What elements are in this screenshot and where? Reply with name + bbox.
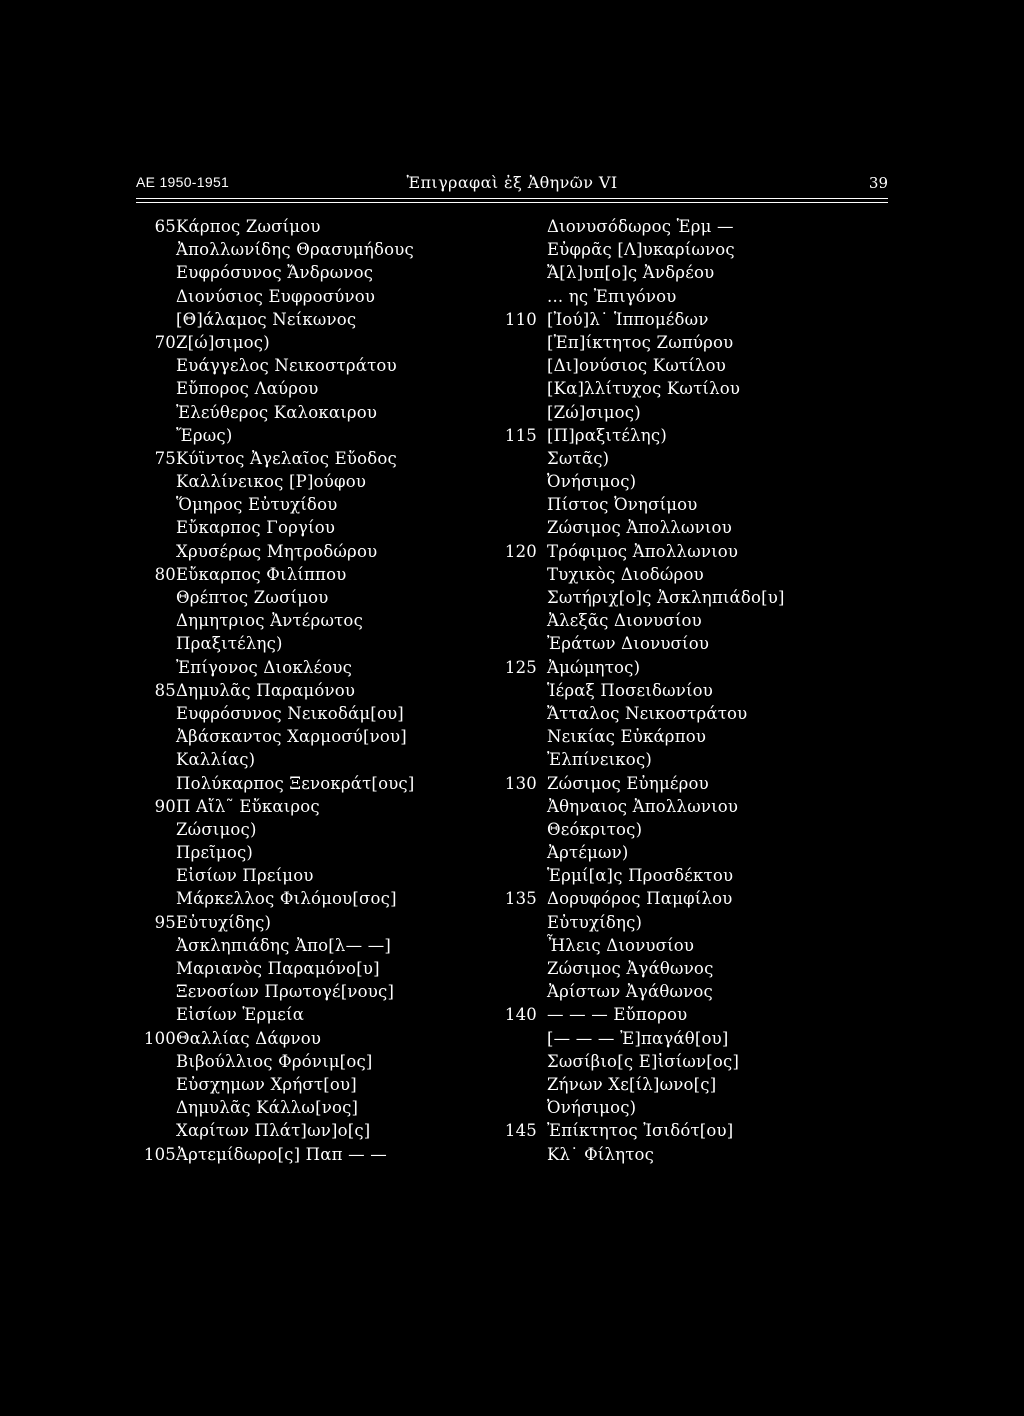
name-entry: Ἀρτέμων) — [547, 843, 629, 863]
inscription-line — [497, 887, 887, 910]
name-entry: Ἀρίστων Ἀγάθωνος — [547, 982, 713, 1002]
inscription-line — [497, 586, 887, 609]
inscription-line — [136, 911, 516, 934]
inscription-line — [136, 1003, 516, 1026]
name-entry: Θεόκριτος) — [547, 819, 643, 839]
inscription-line — [136, 934, 516, 957]
name-entry: Ξενοσίων Πρωτογέ[νους] — [176, 982, 395, 1002]
inscription-line — [497, 632, 887, 655]
name-entry: Εἰσίων Πρείμου — [176, 866, 314, 886]
name-entry: Ἔρως) — [176, 425, 233, 445]
name-entry: Εὔπορος Λαύρου — [176, 379, 319, 399]
name-entry: Διονυσόδωρος Ἑρμ — — [547, 217, 734, 236]
line-number: 135 — [504, 889, 537, 909]
name-entry: Ζώσιμος Ἀπολλωνιου — [547, 518, 732, 538]
inscription-line — [497, 957, 887, 980]
name-entry: Ἐλπίνεικος) — [547, 750, 653, 770]
inscription-line — [136, 656, 516, 679]
inscription-line — [497, 377, 887, 400]
inscription-line — [136, 540, 516, 563]
inscription-line — [497, 563, 887, 586]
name-entry: Ὅμηρος Εὐτυχίδου — [176, 495, 338, 515]
name-entry: Μαριανὸς Παραμόνο[υ] — [176, 959, 380, 978]
inscription-line — [497, 702, 887, 725]
inscription-line — [136, 795, 516, 818]
name-entry: Ζ[ώ]σιμος) — [176, 332, 270, 352]
name-entry: Τρόφιμος Ἀπολλωνιου — [547, 541, 739, 561]
running-title: Ἐπιγραφαὶ ἐξ Ἀθηνῶν VI — [406, 173, 618, 192]
inscription-line — [136, 864, 516, 887]
line-number: 110 — [504, 309, 537, 329]
name-entry: Ευάγγελος Νεικοστράτου — [176, 356, 397, 376]
name-entry: Ἱέραξ Ποσειδωνίου — [547, 680, 714, 700]
inscription-line — [136, 609, 516, 632]
name-entry: Ὀνήσιμος) — [547, 472, 637, 492]
inscription-line — [497, 1096, 887, 1119]
inscription-line — [497, 1073, 887, 1096]
inscription-line — [497, 1027, 887, 1050]
inscription-line — [497, 656, 887, 679]
line-number: 145 — [504, 1121, 537, 1141]
inscription-line — [497, 1143, 887, 1166]
name-entry: Δημητριος Ἀντέρωτος — [176, 611, 364, 631]
name-entry: [— — — Ἐ]παγάθ[ου] — [547, 1028, 729, 1048]
header-rule-bottom — [136, 202, 888, 203]
name-entry: Πραξιτέλης) — [176, 634, 283, 654]
name-entry: Κλ˙ Φίλητος — [547, 1144, 655, 1164]
inscription-line — [497, 795, 887, 818]
inscription-line — [497, 980, 887, 1003]
inscription-line — [497, 1003, 887, 1026]
inscription-line — [136, 354, 516, 377]
name-entry: Ζώσιμος) — [176, 819, 257, 839]
line-number: 130 — [504, 773, 537, 793]
inscription-line — [136, 1119, 516, 1142]
name-entry: Ἐλεύθερος Καλοκαιρου — [176, 402, 378, 422]
name-entry: Ἄ[λ]υπ[ο]ς Ἀνδρέου — [547, 263, 715, 283]
inscription-line — [497, 818, 887, 841]
name-entry: Χαρίτων Πλάτ]ων]ο[ς] — [176, 1121, 371, 1141]
line-number: 95 — [154, 912, 176, 932]
name-entry: Εὐτυχίδης) — [176, 912, 272, 932]
inscription-line — [497, 401, 887, 424]
line-number: 100 — [143, 1028, 176, 1048]
inscription-line — [497, 934, 887, 957]
name-entry: Θρέπτος Ζωσίμου — [176, 588, 329, 607]
header-rule-top — [136, 198, 888, 199]
inscription-line — [136, 285, 516, 308]
name-entry: Καλλίνεικος [Ρ]ούφου — [176, 472, 367, 492]
inscription-line — [497, 609, 887, 632]
inscription-line — [497, 1050, 887, 1073]
line-number: 105 — [143, 1144, 176, 1164]
name-entry: Ζώσιμος Εὐημέρου — [547, 773, 709, 793]
inscription-line — [497, 493, 887, 516]
name-entry: Σωτᾶς) — [547, 448, 610, 468]
inscription-line — [136, 493, 516, 516]
inscription-line — [497, 679, 887, 702]
inscription-line — [136, 1096, 516, 1119]
name-entry: Ἀθηναιος Ἀπολλωνιου — [547, 796, 739, 816]
name-entry: Κάρπος Ζωσίμου — [176, 217, 321, 236]
line-number: 140 — [504, 1005, 537, 1025]
name-entry: Ἀβάσκαντος Χαρμοσύ[νου] — [176, 727, 407, 747]
inscription-line — [136, 1027, 516, 1050]
inscription-line — [497, 725, 887, 748]
inscription-line — [497, 540, 887, 563]
inscription-line — [136, 377, 516, 400]
name-entry: Ὀνήσιμος) — [547, 1098, 637, 1118]
line-number: 125 — [504, 657, 537, 677]
name-entry: Ἐπίγονος Διοκλέους — [176, 657, 353, 677]
name-entry: Χρυσέρως Μητροδώρου — [176, 541, 378, 561]
line-number: 80 — [154, 564, 176, 584]
name-entry: Ἀπολλωνίδης Θρασυμήδους — [176, 240, 414, 260]
name-entry: Ζήνων Χε[ίλ]ωνο[ς] — [547, 1074, 717, 1094]
name-entry: Ευφρόσυνος Ἄνδρωνος — [176, 263, 374, 283]
inscription-line — [136, 331, 516, 354]
right-column — [497, 215, 887, 1166]
name-entry: Κύϊντος Ἀγελαῖος Εὔοδος — [176, 448, 397, 468]
inscription-line — [136, 261, 516, 284]
name-entry: — — — Εὔπορου — [547, 1005, 688, 1025]
name-entry: Διονύσιος Ευφροσύνου — [176, 286, 376, 306]
name-entry: ... ης Ἐπιγόνου — [547, 286, 677, 306]
inscription-line — [136, 1143, 516, 1166]
inscription-line — [136, 563, 516, 586]
name-entry: Ἐπίκτητος Ἰσιδότ[ου] — [547, 1121, 734, 1141]
running-header — [136, 174, 888, 198]
name-entry: Πολύκαρπος Ξενοκράτ[ους] — [176, 773, 415, 793]
name-entry: Εἰσίων Ἑρμεία — [176, 1005, 305, 1025]
name-entry: Ἀμώμητος) — [547, 657, 641, 677]
line-number: 70 — [154, 332, 176, 352]
inscription-line — [497, 354, 887, 377]
name-entry: Τυχικὸς Διοδώρου — [547, 564, 704, 584]
inscription-line — [497, 1119, 887, 1142]
inscription-line — [136, 516, 516, 539]
inscription-line — [136, 586, 516, 609]
name-entry: Εὐφρᾶς [Λ]υκαρίωνος — [547, 240, 735, 260]
name-entry: Ζώσιμος Ἀγάθωνος — [547, 959, 714, 978]
inscription-line — [497, 261, 887, 284]
name-entry: [Κα]λλίτυχος Κωτίλου — [547, 379, 741, 399]
name-entry: Εὔκαρπος Γοργίου — [176, 518, 336, 538]
name-entry: [Θ]άλαμος Νείκωνος — [176, 309, 357, 329]
inscription-line — [136, 470, 516, 493]
name-entry: Ἀσκληπιάδης Ἀπο[λ— —] — [176, 935, 392, 955]
name-entry: Βιβούλλιος Φρόνιμ[ος] — [176, 1051, 373, 1071]
name-entry: [Ἰού]λ˙ Ἱππομέδων — [547, 309, 709, 329]
name-entry: Εὔκαρπος Φιλίππου — [176, 564, 347, 584]
inscription-line — [497, 285, 887, 308]
inscription-line — [497, 516, 887, 539]
inscription-line — [136, 772, 516, 795]
inscription-line — [136, 725, 516, 748]
inscription-line — [136, 1073, 516, 1096]
name-entry: [Ζώ]σιμος) — [547, 402, 641, 422]
inscription-line — [136, 215, 516, 238]
inscription-line — [497, 772, 887, 795]
line-number: 120 — [504, 541, 537, 561]
inscription-line — [136, 308, 516, 331]
name-entry: Ἀρτεμίδωρο[ς] Παπ — — — [176, 1144, 387, 1164]
inscription-line — [497, 841, 887, 864]
inscription-line — [136, 679, 516, 702]
inscription-line — [497, 238, 887, 261]
inscription-line — [136, 424, 516, 447]
name-entry: [Π]ραξιτέλης) — [547, 425, 667, 445]
left-column — [136, 215, 516, 1166]
line-number: 115 — [504, 425, 537, 445]
name-entry: Σωτήριχ[ο]ς Ἀσκληπιάδο[υ] — [547, 588, 785, 607]
name-entry: Καλλίας) — [176, 750, 256, 770]
inscription-line — [136, 748, 516, 771]
name-entry: Σωσίβιο[ς Ε]ἰσίων[ος] — [547, 1051, 740, 1071]
name-entry: [Δι]ονύσιος Κωτίλου — [547, 356, 727, 376]
inscription-line — [136, 702, 516, 725]
name-entry: Ἄτταλος Νεικοστράτου — [547, 703, 748, 723]
line-number: 85 — [154, 680, 176, 700]
name-entry: Ἑρμί[α]ς Προσδέκτου — [547, 866, 734, 886]
inscription-line — [497, 911, 887, 934]
inscription-line — [497, 308, 887, 331]
name-entry: Δημυλᾶς Παραμόνου — [176, 680, 356, 700]
name-entry: Δορυφόρος Παμφίλου — [547, 889, 733, 909]
inscription-line — [136, 1050, 516, 1073]
name-entry: Ἦλεις Διονυσίου — [547, 935, 695, 955]
inscription-line — [136, 238, 516, 261]
name-entry: Εὐτυχίδης) — [547, 912, 643, 932]
inscription-line — [497, 864, 887, 887]
inscription-line — [136, 887, 516, 910]
inscription-line — [497, 331, 887, 354]
inscription-line — [497, 470, 887, 493]
inscription-line — [136, 447, 516, 470]
inscription-line — [136, 957, 516, 980]
name-entry: Δημυλᾶς Κάλλω[νος] — [176, 1098, 359, 1118]
inscription-line — [136, 401, 516, 424]
name-entry: Π Αἴλ˜ Εὔκαιρος — [176, 796, 320, 816]
name-entry: Θαλλίας Δάφνου — [176, 1028, 322, 1048]
name-entry: Μάρκελλος Φιλόμου[σος] — [176, 889, 397, 909]
inscription-line — [136, 841, 516, 864]
inscription-line — [136, 818, 516, 841]
inscription-line — [136, 632, 516, 655]
inscription-line — [497, 748, 887, 771]
name-entry: Νεικίας Εὐκάρπου — [547, 727, 707, 747]
name-entry: Πρεῖμος) — [176, 843, 254, 863]
line-number: 90 — [154, 796, 176, 816]
inscription-line — [497, 447, 887, 470]
name-entry: Εὐσχημων Χρήστ[ου] — [176, 1074, 357, 1094]
name-entry: Ἀλεξᾶς Διονυσίου — [547, 611, 702, 631]
name-entry: [Ἐπ]ίκτητος Ζωπύρου — [547, 332, 734, 352]
name-entry: Πίστος Ὀνησίμου — [547, 495, 698, 515]
inscription-line — [136, 980, 516, 1003]
line-number: 75 — [154, 448, 176, 468]
page-number: 39 — [868, 174, 888, 192]
inscription-line — [497, 215, 887, 238]
name-entry: Ἐράτων Διονυσίου — [547, 634, 710, 654]
name-entry: Ευφρόσυνος Νεικοδάμ[ου] — [176, 703, 404, 723]
line-number: 65 — [154, 217, 176, 236]
inscription-line — [497, 424, 887, 447]
journal-reference: ΑΕ 1950-1951 — [136, 174, 230, 190]
